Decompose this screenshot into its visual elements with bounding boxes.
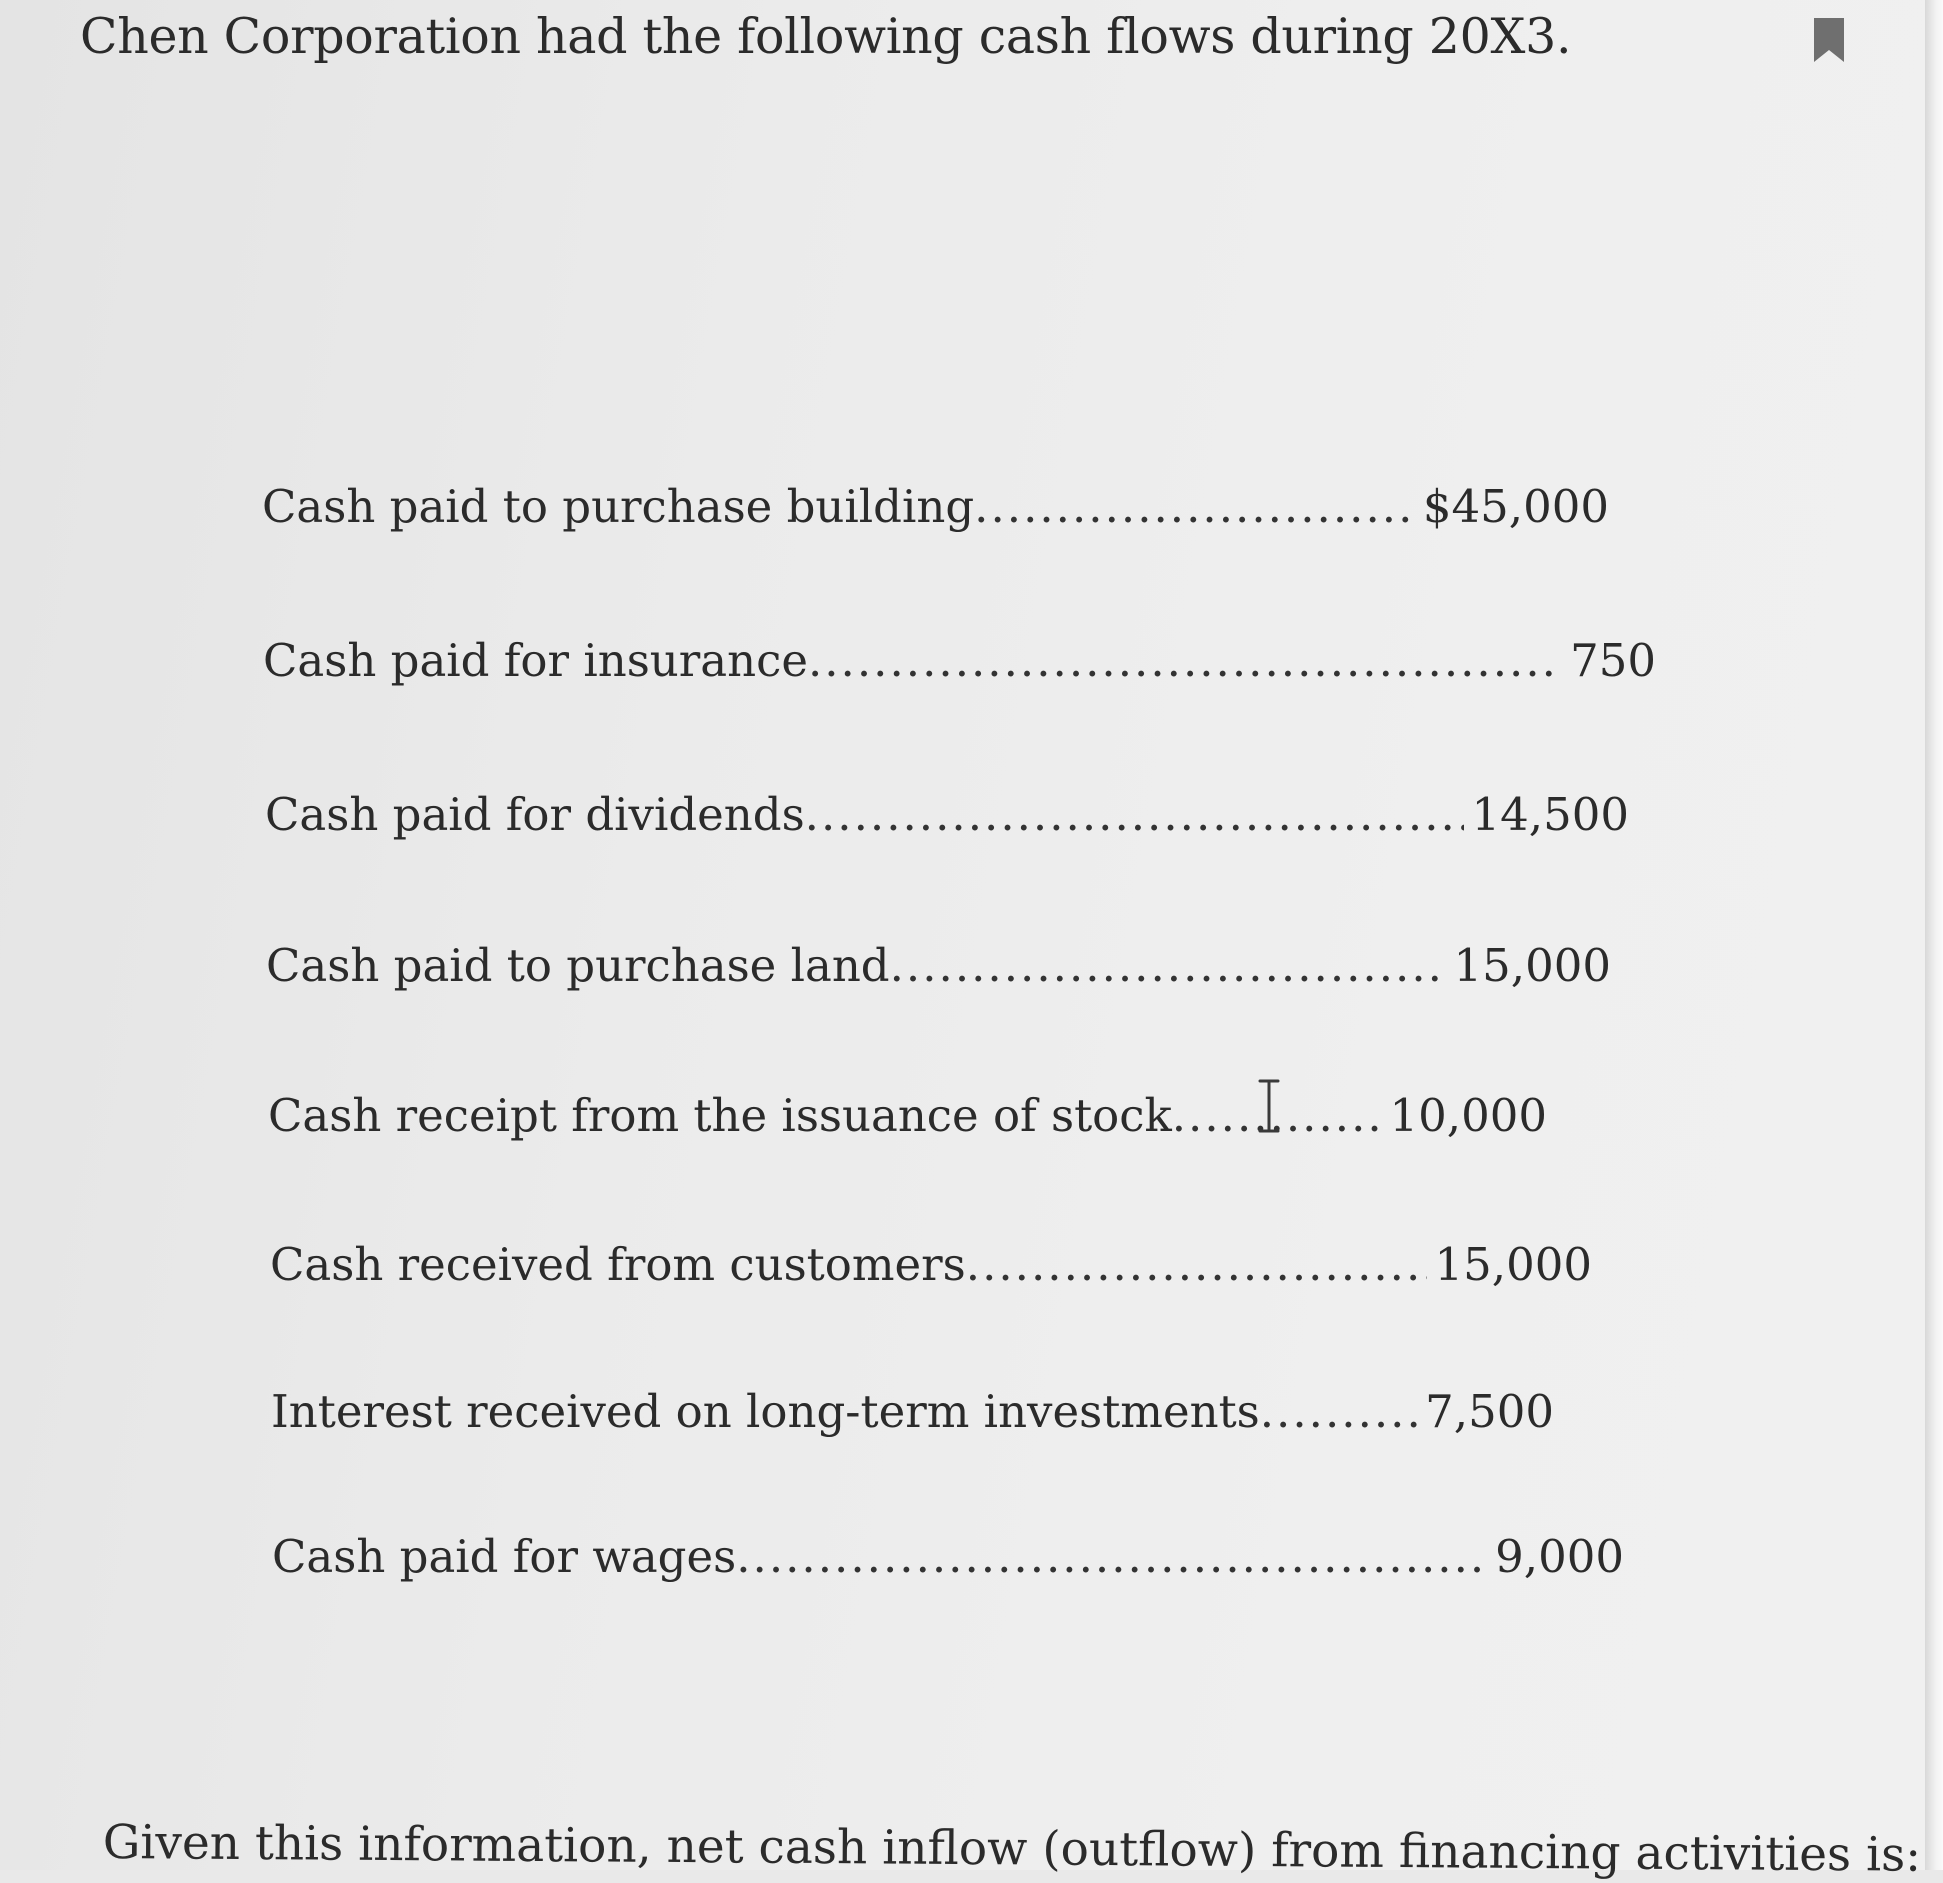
- cash-flow-amount: 14,500: [1471, 788, 1629, 841]
- cash-flow-label: Interest received on long-term investments: [271, 1385, 1260, 1438]
- question-text: Chen Corporation had the following cash flows during 20X3.: [80, 8, 1572, 65]
- cash-flow-row: [271, 1385, 1554, 1438]
- cash-flow-amount: 750: [1570, 634, 1656, 687]
- cash-flow-amount: 15,000: [1434, 1238, 1592, 1291]
- cash-flow-label: Cash paid for insurance: [263, 634, 808, 687]
- cash-flow-label: Cash paid to purchase land: [266, 939, 890, 992]
- cash-flow-row: [262, 480, 1609, 533]
- cash-flow-amount: 7,500: [1425, 1385, 1554, 1438]
- cash-flow-label: Cash paid for dividends: [265, 788, 805, 841]
- cash-flow-amount: 15,000: [1453, 939, 1611, 992]
- dot-leader: [1260, 1385, 1417, 1438]
- cash-flow-amount: 9,000: [1495, 1530, 1624, 1583]
- cash-flow-row: [272, 1530, 1624, 1583]
- cash-flow-label: Cash received from customers: [270, 1238, 966, 1291]
- cash-flow-row: [266, 939, 1611, 992]
- cash-flow-label: Cash receipt from the issuance of stock: [268, 1089, 1172, 1142]
- cash-flow-row: [265, 788, 1629, 841]
- dot-leader: [890, 939, 1446, 992]
- prompt-text: Given this information, net cash inflow (outflow) from financing activities is:: [102, 1815, 1922, 1883]
- cash-flow-label: Cash paid to purchase building: [262, 480, 975, 533]
- cash-flow-amount: $45,000: [1422, 480, 1609, 533]
- cash-flow-amount: 10,000: [1389, 1089, 1547, 1142]
- dot-leader: [805, 788, 1464, 841]
- cash-flow-row: [270, 1238, 1592, 1291]
- cash-flow-row: [263, 634, 1656, 687]
- text-cursor-icon: [1256, 1078, 1282, 1134]
- dot-leader: [736, 1530, 1487, 1583]
- cash-flow-row: [268, 1089, 1547, 1142]
- cash-flow-label: Cash paid for wages: [272, 1530, 737, 1583]
- dot-leader: [808, 634, 1562, 687]
- dot-leader: [974, 480, 1415, 533]
- dot-leader: [966, 1238, 1427, 1291]
